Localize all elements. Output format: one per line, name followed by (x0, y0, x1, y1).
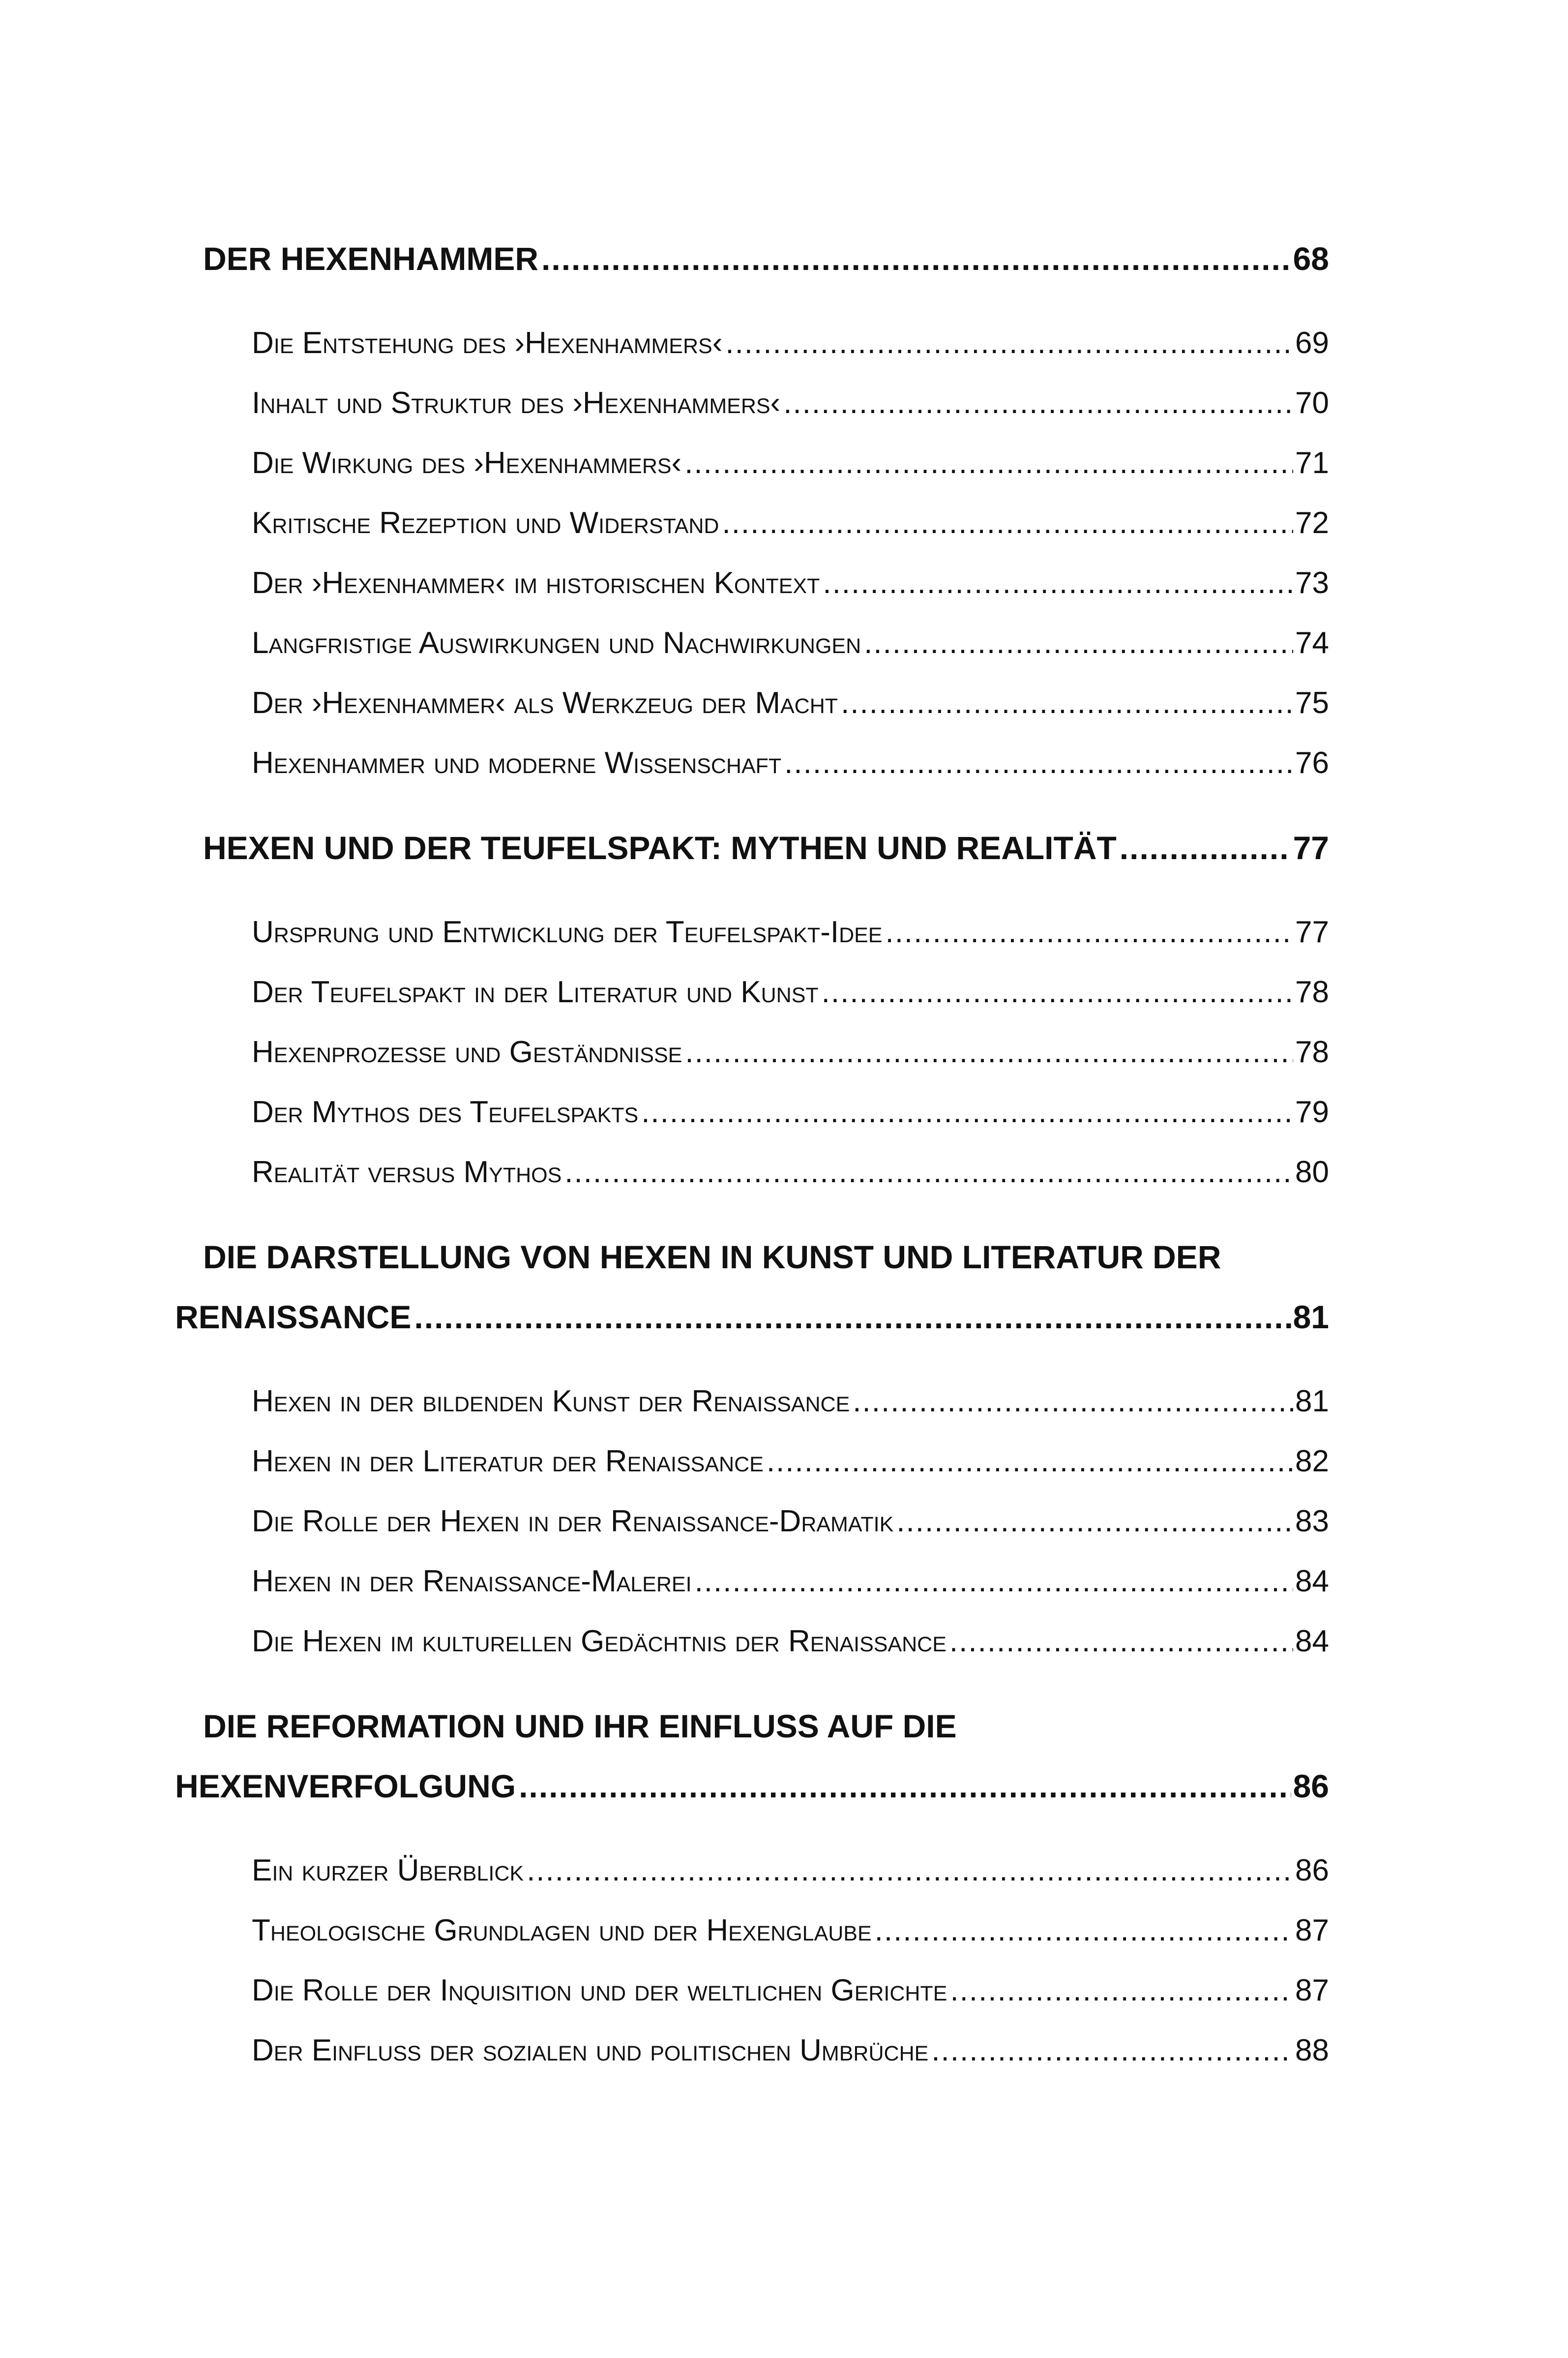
section-title: Die Rolle der Hexen in der Renaissance-Dramatik (252, 1504, 894, 1538)
dot-leader (527, 1853, 1293, 1888)
section-title: Hexen in der Literatur der Renaissance (252, 1444, 764, 1478)
section-page-number: 70 (1295, 386, 1329, 420)
toc-section-entry[interactable] (252, 1624, 1329, 1665)
section-title: Theologische Grundlagen und der Hexenglaube (252, 1913, 872, 1947)
section-title: Der ›Hexenhammer‹ als Werkzeug der Macht (252, 686, 838, 720)
dot-leader (950, 1973, 1293, 2008)
dot-leader (725, 326, 1293, 360)
chapter-title-line2: RENAISSANCE (175, 1299, 412, 1335)
section-title: Realität versus Mythos (252, 1155, 562, 1189)
dot-leader (695, 1564, 1293, 1599)
section-title: Langfristige Auswirkungen und Nachwirkungen (252, 626, 861, 660)
section-title: Hexenprozesse und Geständnisse (252, 1035, 682, 1069)
section-page-number: 87 (1295, 1973, 1329, 2007)
toc-section-entry[interactable] (252, 915, 1329, 956)
section-page-number: 82 (1295, 1444, 1329, 1478)
dot-leader (885, 915, 1293, 950)
dot-leader (822, 975, 1293, 1010)
section-page-number: 88 (1295, 2033, 1329, 2067)
toc-section-entry[interactable] (252, 1853, 1329, 1894)
section-title: Der Teufelspakt in der Literatur und Kunst (252, 975, 819, 1009)
toc-chapter-entry[interactable] (203, 829, 1329, 873)
section-title: Der Mythos des Teufelspakts (252, 1095, 639, 1129)
dot-leader (783, 386, 1293, 420)
section-title: Die Hexen im kulturellen Gedächtnis der Renaissance (252, 1624, 947, 1658)
toc-chapter-entry[interactable] (175, 1298, 1329, 1343)
dot-leader (853, 1384, 1293, 1419)
chapter-title-line1[interactable]: DIE REFORMATION UND IHR EINFLUSS AUF DIE (203, 1708, 957, 1744)
section-title: Der Einfluss der sozialen und politischen Umbrüche (252, 2033, 929, 2067)
toc-section-entry[interactable] (252, 626, 1329, 667)
toc-section-entry[interactable] (252, 1973, 1329, 2014)
section-page-number: 69 (1295, 326, 1329, 360)
section-page-number: 79 (1295, 1095, 1329, 1129)
section-title: Ursprung und Entwicklung der Teufelspakt-Idee (252, 915, 883, 949)
toc-section-entry[interactable] (252, 1035, 1329, 1076)
dot-leader (767, 1444, 1293, 1479)
dot-leader (722, 506, 1293, 540)
toc-section-entry[interactable] (252, 506, 1329, 547)
dot-leader (875, 1913, 1293, 1948)
toc-section-entry[interactable] (252, 1564, 1329, 1605)
toc-section-entry[interactable] (252, 1504, 1329, 1545)
section-page-number: 87 (1295, 1913, 1329, 1947)
section-title: Kritische Rezeption und Widerstand (252, 506, 719, 540)
section-page-number: 84 (1295, 1624, 1329, 1658)
toc-section-entry[interactable] (252, 975, 1329, 1016)
section-page-number: 73 (1295, 566, 1329, 600)
toc-section-entry[interactable] (252, 386, 1329, 427)
dot-leader (519, 1767, 1291, 1805)
section-title: Hexen in der bildenden Kunst der Renaissance (252, 1384, 850, 1418)
section-page-number: 80 (1295, 1155, 1329, 1189)
section-page-number: 72 (1295, 506, 1329, 540)
section-page-number: 84 (1295, 1564, 1329, 1598)
dot-leader (1120, 829, 1291, 866)
chapter-title: HEXEN UND DER TEUFELSPAKT: MYTHEN UND REALITÄT (203, 830, 1117, 866)
section-title: Inhalt und Struktur des ›Hexenhammers‹ (252, 386, 781, 420)
toc-section-entry[interactable] (252, 686, 1329, 727)
dot-leader (931, 2033, 1293, 2068)
toc-chapter-entry[interactable] (203, 240, 1329, 284)
dot-leader (896, 1504, 1293, 1539)
chapter-page-number: 68 (1293, 240, 1329, 277)
dot-leader (841, 686, 1293, 720)
dot-leader (685, 1035, 1293, 1070)
chapter-page-number: 77 (1293, 830, 1329, 866)
section-title: Hexenhammer und moderne Wissenschaft (252, 746, 782, 780)
section-page-number: 76 (1295, 746, 1329, 780)
toc-chapter-entry[interactable] (175, 1767, 1329, 1812)
dot-leader (949, 1624, 1293, 1659)
chapter-title: DER HEXENHAMMER (203, 240, 539, 277)
section-page-number: 86 (1295, 1853, 1329, 1887)
chapter-title-line2: HEXENVERFOLGUNG (175, 1768, 516, 1804)
section-page-number: 78 (1295, 975, 1329, 1009)
toc-section-entry[interactable] (252, 2033, 1329, 2074)
section-page-number: 78 (1295, 1035, 1329, 1069)
dot-leader (641, 1095, 1293, 1130)
section-title: Die Wirkung des ›Hexenhammers‹ (252, 446, 682, 480)
toc-section-entry[interactable] (252, 1155, 1329, 1196)
section-title: Ein kurzer Überblick (252, 1853, 524, 1887)
section-page-number: 71 (1295, 446, 1329, 480)
toc-section-entry[interactable] (252, 446, 1329, 487)
chapter-title-line1[interactable]: DIE DARSTELLUNG VON HEXEN IN KUNST UND LITERATUR DER (203, 1239, 1221, 1275)
toc-section-entry[interactable] (252, 1095, 1329, 1136)
dot-leader (823, 566, 1293, 600)
section-page-number: 77 (1295, 915, 1329, 949)
dot-leader (541, 240, 1291, 277)
toc-section-entry[interactable] (252, 1444, 1329, 1485)
section-title: Die Rolle der Inquisition und der weltlichen Gerichte (252, 1973, 947, 2007)
dot-leader (864, 626, 1293, 660)
section-page-number: 81 (1295, 1384, 1329, 1418)
section-page-number: 83 (1295, 1504, 1329, 1538)
section-page-number: 75 (1295, 686, 1329, 720)
toc-section-entry[interactable] (252, 746, 1329, 787)
toc-section-entry[interactable] (252, 1384, 1329, 1425)
toc-section-entry[interactable] (252, 1913, 1329, 1954)
toc-section-entry[interactable] (252, 326, 1329, 367)
dot-leader (414, 1298, 1291, 1336)
dot-leader (784, 746, 1293, 780)
chapter-page-number: 81 (1293, 1299, 1329, 1335)
dot-leader (684, 446, 1293, 480)
section-title: Der ›Hexenhammer‹ im historischen Kontext (252, 566, 820, 600)
section-title: Hexen in der Renaissance-Malerei (252, 1564, 692, 1598)
toc-section-entry[interactable] (252, 566, 1329, 607)
section-page-number: 74 (1295, 626, 1329, 660)
section-title: Die Entstehung des ›Hexenhammers‹ (252, 326, 723, 360)
dot-leader (564, 1155, 1293, 1190)
chapter-page-number: 86 (1293, 1768, 1329, 1804)
